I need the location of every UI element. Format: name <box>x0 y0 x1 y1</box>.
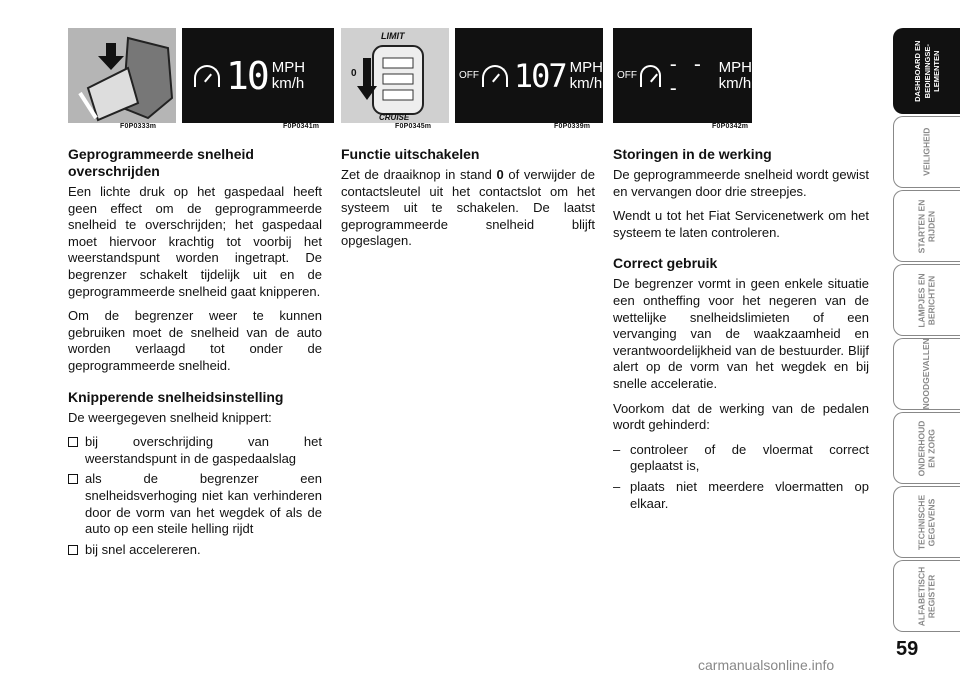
column-middle <box>341 146 595 258</box>
speedometer-icon <box>640 65 661 87</box>
unit-mph: MPH <box>569 58 603 76</box>
zero-label: 0 <box>351 68 357 79</box>
heading-knipperende: Knipperende snelheidsinstelling <box>68 388 284 405</box>
pedal-illustration <box>68 28 176 123</box>
paragraph: Een lichte druk op het gaspedaal heeft geen effect om de geprogrammeerde snelheid te overschrijden; het gaspedaal moet hiervoor krachtig tot voorbij het weerstandspunt worden ingetrapt. De begrenzer schakelt tijdelijk uit en de geprogrammeerde snelheid gaat knipperen. <box>68 184 322 299</box>
display-digits: 107 <box>513 56 566 95</box>
knob-illustration <box>341 28 449 123</box>
figure-label: F0P0339m <box>554 123 591 130</box>
display-digits: 10 <box>226 53 268 98</box>
dash-list <box>613 442 869 512</box>
figure-display-off-107 <box>455 28 603 123</box>
display-digits: - - - <box>667 51 704 100</box>
list-item: als de begrenzer een snelheidsverhoging niet kan verhinderen door de vorm van het wegdek of als de auto op een steile helling rijdt <box>68 471 322 537</box>
tab-technische[interactable]: TECHNISCHE GEGEVENS <box>893 486 960 558</box>
checkbox-bullet-icon <box>68 437 78 447</box>
figure-display-limit <box>182 28 334 123</box>
paragraph: De begrenzer vormt in geen enkele situatie een ontheffing voor het negeren van de wettelijke snelheidslimieten of een vervanging van de waakzaamheid en verantwoordelijkheid van de bestuurder. Blijf alert op de vorm van het wegdek en bij snelle acceleratie. <box>613 276 869 391</box>
unit-mph: MPH <box>718 58 752 76</box>
speedometer-icon <box>194 65 220 87</box>
tab-veiligheid[interactable]: VEILIGHEID <box>893 116 960 188</box>
off-label: OFF <box>459 70 479 81</box>
paragraph: Wendt u tot het Fiat Servicenetwerk om het systeem te laten controleren. <box>613 208 869 240</box>
checkbox-bullet-icon <box>68 474 78 484</box>
cruise-label: CRUISE <box>379 113 410 122</box>
unit-kmh: km/h <box>271 74 305 92</box>
figure-label: F0P0341m <box>283 123 320 130</box>
page-number: 59 <box>896 638 919 660</box>
unit-kmh: km/h <box>569 74 603 92</box>
list-item: – plaats niet meerdere vloermatten op elkaar. <box>613 478 869 511</box>
watermark: carmanualsonline.info <box>698 657 835 673</box>
column-right <box>613 146 869 516</box>
list-item: – controleer of de vloermat correct geplaatst is, <box>613 441 869 474</box>
tab-noodgevallen[interactable]: NOODGEVALLEN <box>893 338 960 410</box>
tab-lampjes[interactable]: LAMPJES EN BERICHTEN <box>893 264 960 336</box>
paragraph: Om de begrenzer weer te kunnen gebruiken moet de snelheid van de auto worden verlaagd tot onder de geprogrammeerde snelheid. <box>68 308 322 373</box>
speedometer-icon <box>482 65 508 87</box>
paragraph: Voorkom dat de werking van de pedalen wordt gehinderd: <box>613 400 869 433</box>
figure-label: F0P0333m <box>120 123 157 130</box>
figure-selector-knob <box>341 28 449 123</box>
tab-onderhoud[interactable]: ONDERHOUD EN ZORG <box>893 412 960 484</box>
heading-storingen: Storingen in de werking <box>613 146 772 162</box>
figure-label: F0P0342m <box>712 123 749 130</box>
figure-accelerator-pedal <box>68 28 176 123</box>
tab-register[interactable]: ALFABETISCH REGISTER <box>893 560 960 632</box>
paragraph: De weergegeven snelheid knippert: <box>68 409 272 425</box>
bullet-list <box>68 434 322 558</box>
unit-mph: MPH <box>271 58 306 76</box>
unit-kmh: km/h <box>718 74 752 92</box>
tab-starten[interactable]: STARTEN EN RIJDEN <box>893 190 960 262</box>
checkbox-bullet-icon <box>68 545 78 555</box>
figure-display-off-dashes <box>613 28 752 123</box>
figure-label: F0P0345m <box>395 123 432 130</box>
paragraph: Zet de draaiknop in stand 0 of verwijder de contactsleutel uit het contactslot om het systeem uit te schakelen. De laatst geprogrammeerde snelheid blijft opgeslagen. <box>341 167 595 249</box>
section-tabs <box>893 28 960 634</box>
heading-uitschakelen: Functie uitschakelen <box>341 146 480 162</box>
list-item: bij overschrijding van het weerstandspunt in de gaspedaalslag <box>68 434 322 467</box>
limit-label: LIMIT <box>381 31 405 41</box>
heading-correct-gebruik: Correct gebruik <box>613 255 718 272</box>
tab-dashboard[interactable]: DASHBOARD EN BEDIENINGSE-LEMENTEN <box>893 28 960 114</box>
list-item: bij snel accelereren. <box>68 542 322 559</box>
off-label: OFF <box>617 70 637 81</box>
paragraph: De geprogrammeerde snelheid wordt gewist en vervangen door drie streepjes. <box>613 167 869 199</box>
heading-overschrijden: Geprogrammeerde snelheid overschrijden <box>68 146 254 179</box>
column-left <box>68 146 322 562</box>
